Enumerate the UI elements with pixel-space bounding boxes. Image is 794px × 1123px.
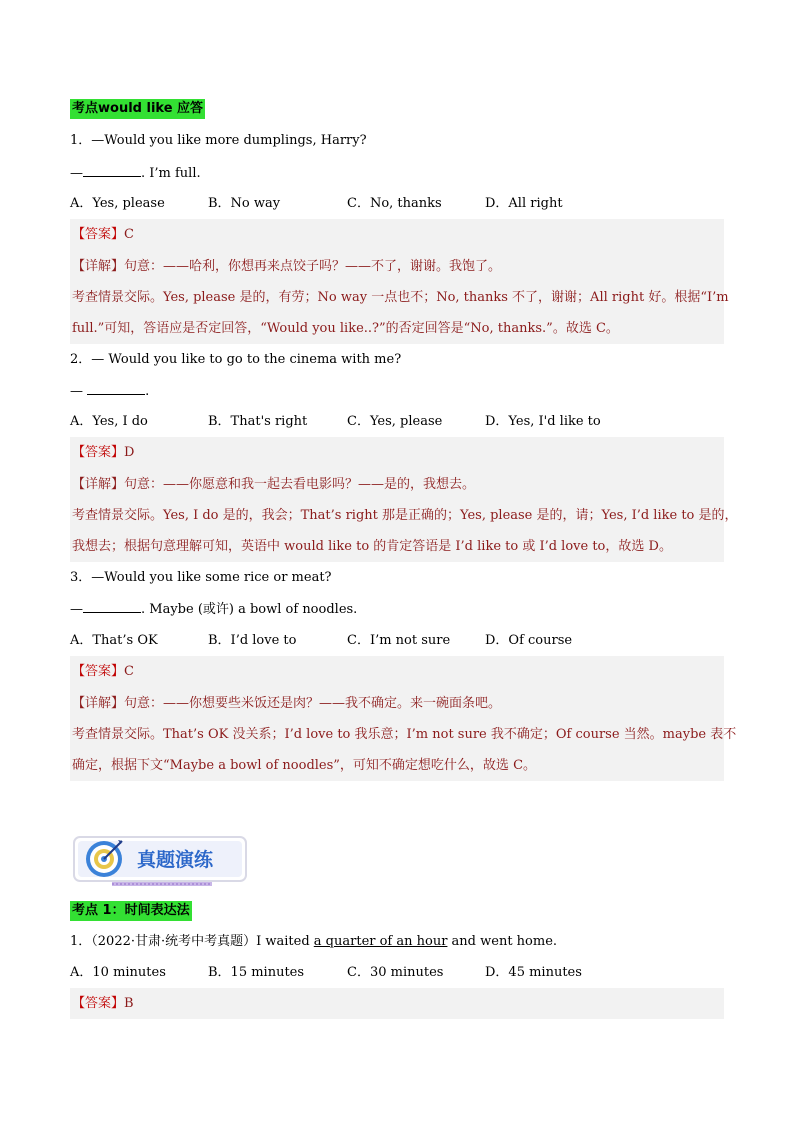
answer-line (72, 443, 134, 463)
answer-blank (83, 163, 141, 177)
stem-underlined: a quarter of an hour (313, 934, 448, 949)
option-d: D．Of course (485, 633, 573, 648)
option-a: A．Yes, please (70, 196, 165, 211)
detail-line: 我想去；根据句意理解可知，英语中 would like to 的肯定答语是 I’d like to 或 I’d love to，故选 D。 (72, 539, 672, 554)
answer-value: B (124, 996, 134, 1011)
detail-line: 确定，根据下文“Maybe a bowl of noodles”，可知不确定想吃什么，故选 C。 (72, 758, 537, 773)
reply-prefix: — (70, 602, 83, 617)
option-c: C．I’m not sure (347, 633, 451, 648)
answer-line (72, 225, 134, 245)
question-stem: 3．—Would you like some rice or meat? (70, 570, 332, 585)
reply-suffix: . (145, 384, 150, 399)
reply-suffix: . I’m full. (141, 166, 201, 181)
detail-line: 考查情景交际。Yes, I do 是的，我会；That’s right 那是正确的；Yes, please 是的，请；Yes, I’d like to 是的， (72, 508, 738, 523)
answer-label: 【答案】 (72, 445, 125, 460)
option-a: A．That’s OK (70, 633, 158, 648)
option-d: D．Yes, I'd like to (485, 414, 601, 429)
option-a: A．Yes, I do (70, 414, 148, 429)
option-b: B．I’d love to (208, 633, 297, 648)
answer-blank (83, 599, 141, 613)
option-c: C．Yes, please (347, 414, 443, 429)
detail-text: 句意：——哈利，你想再来点饺子吗？——不了，谢谢。我饱了。 (124, 259, 502, 274)
answer-box (70, 988, 724, 1019)
detail-line: 考查情景交际。That’s OK 没关系；I’d love to 我乐意；I’m not sure 我不确定；Of course 当然。maybe 表不 (72, 727, 737, 742)
section-tag: 考点would like 应答 (70, 99, 205, 119)
practice-banner (72, 832, 250, 890)
option-b: B．No way (208, 196, 281, 211)
option-b: B．15 minutes (208, 965, 305, 980)
answer-value: D (124, 445, 135, 460)
answer-box (70, 656, 737, 781)
question-stem: 1．—Would you like more dumplings, Harry? (70, 133, 367, 148)
banner-graphic (72, 832, 250, 890)
answer-line (72, 994, 134, 1014)
question-reply (70, 163, 201, 184)
detail-line (72, 475, 475, 495)
answer-value: C (124, 664, 134, 679)
answer-value: C (124, 227, 134, 242)
option-c: C．30 minutes (347, 965, 444, 980)
option-a: A．10 minutes (70, 965, 166, 980)
option-b: B．That's right (208, 414, 308, 429)
stem-suffix: and went home. (447, 934, 558, 949)
section-tag: 考点 1：时间表达法 (70, 901, 192, 921)
answer-label: 【答案】 (72, 227, 125, 242)
detail-label: 【详解】 (72, 259, 125, 274)
question-stem (70, 932, 557, 952)
reply-suffix: . Maybe (或许) a bowl of noodles. (141, 602, 358, 617)
detail-label: 【详解】 (72, 696, 125, 711)
question-reply (70, 599, 357, 620)
detail-line (72, 257, 501, 277)
option-d: D．All right (485, 196, 563, 211)
option-c: C．No, thanks (347, 196, 442, 211)
answer-label: 【答案】 (72, 664, 125, 679)
detail-line: full.”可知，答语应是否定回答，“Would you like..?”的否定回答是“No, thanks.”。故选 C。 (72, 321, 619, 336)
stem-prefix: 1．（2022·甘肃·统考中考真题）I waited (70, 934, 314, 949)
question-stem: 2．— Would you like to go to the cinema with me? (70, 352, 402, 367)
reply-prefix: — (70, 166, 83, 181)
detail-line: 考查情景交际。Yes, please 是的，有劳；No way 一点也不；No, thanks 不了，谢谢；All right 好。根据“I’m (72, 290, 729, 305)
detail-label: 【详解】 (72, 477, 125, 492)
answer-box (70, 437, 738, 562)
detail-text: 句意：——你愿意和我一起去看电影吗？——是的，我想去。 (124, 477, 476, 492)
reply-prefix: — (70, 384, 88, 399)
question-reply (70, 381, 149, 402)
banner-title: 真题演练 (137, 849, 214, 871)
answer-label: 【答案】 (72, 996, 125, 1011)
answer-box (70, 219, 729, 344)
answer-line (72, 662, 134, 682)
answer-blank (87, 381, 145, 395)
detail-line (72, 694, 501, 714)
option-d: D．45 minutes (485, 965, 582, 980)
detail-text: 句意：——你想要些米饭还是肉？——我不确定。来一碗面条吧。 (124, 696, 502, 711)
